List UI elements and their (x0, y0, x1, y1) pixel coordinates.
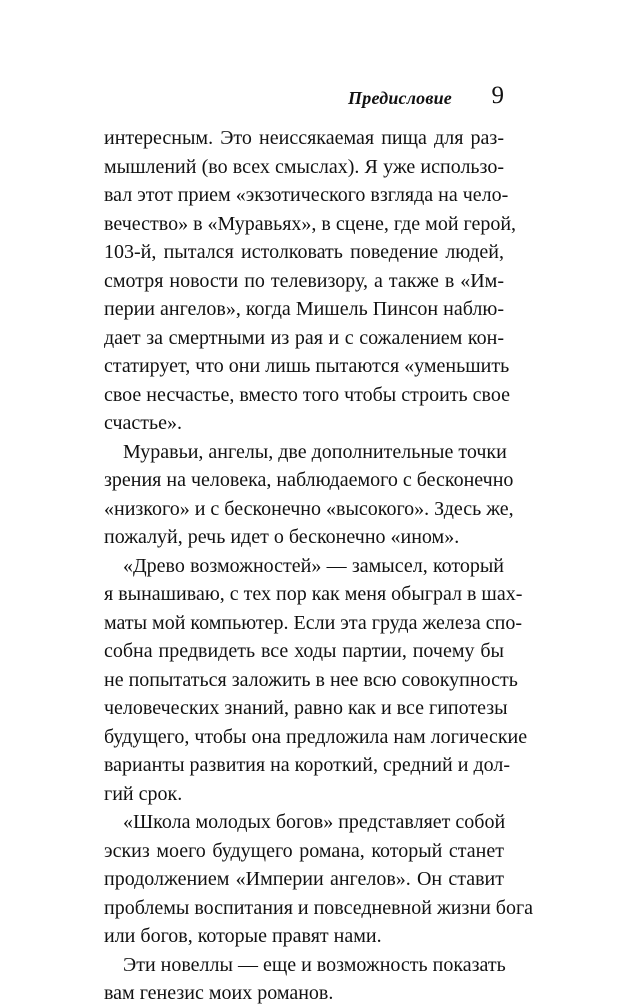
paragraph-1 (104, 124, 517, 438)
text-line: «низкого» и с бесконечно «высокого». Здесь же, (104, 497, 514, 520)
page-number: 9 (491, 82, 504, 109)
body-text (104, 124, 534, 1008)
text-line: пожалуй, речь идет о бесконечно «ином». (104, 526, 460, 548)
running-head (104, 82, 504, 112)
text-line: «Школа молодых богов» представляет собой (123, 811, 506, 833)
text-line: счастье». (104, 412, 183, 434)
text-line: проблемы воспитания и повседневной жизни бога (104, 896, 534, 919)
text-line: вечество» в «Муравьях», в сцене, где мой герой, (104, 212, 517, 235)
text-line: вам генезис моих романов. (104, 982, 334, 1004)
paragraph-4 (104, 808, 534, 951)
text-line: смотря новости по телевизору, а также в «Им- (104, 269, 504, 292)
text-line: зрения на человека, наблюдаемого с бесконечно (104, 469, 514, 491)
text-line: мышлений (во всех смыслах). Я уже использо- (104, 155, 504, 178)
text-line: не попытаться заложить в нее всю совокупность (104, 668, 518, 691)
text-line: эскиз моего будущего романа, который станет (104, 839, 504, 862)
text-line: свое несчастье, вместо того чтобы строить свое (104, 383, 510, 406)
paragraph-3 (104, 552, 528, 809)
text-line: продолжением «Империи ангелов». Он ставит (104, 868, 504, 890)
text-line: перии ангелов», когда Мишель Пинсон наблю- (104, 298, 504, 320)
paragraph-5 (104, 951, 504, 1008)
text-line: или богов, которые правят нами. (104, 925, 382, 947)
text-line: гий срок. (104, 782, 183, 805)
text-line: вал этот прием «экзотического взгляда на чело- (104, 184, 509, 206)
text-line: Эти новеллы — еще и возможность показать (123, 953, 506, 976)
text-line: маты мой компьютер. Если эта груда железа спо- (104, 611, 523, 634)
text-line: человеческих знаний, равно как и все гипотезы (104, 697, 508, 719)
text-line: варианты развития на короткий, средний и дол- (104, 754, 510, 776)
text-line: будущего, чтобы она предложила нам логические (104, 725, 528, 748)
text-line: собна предвидеть все ходы партии, почему бы (104, 640, 504, 662)
text-line: статирует, что они лишь пытаются «уменьшить (104, 355, 510, 377)
chapter-title: Предисловие (348, 88, 452, 108)
text-line: дает за смертными из рая и с сожалением кон- (104, 326, 504, 349)
text-line: 103-й, пытался истолковать поведение людей, (104, 241, 504, 263)
text-line: интересным. Это неиссякаемая пища для раз- (104, 127, 504, 149)
text-line: «Древо возможностей» — замысел, который (123, 554, 504, 577)
text-line: я вынашиваю, с тех пор как меня обыграл в шах- (104, 583, 523, 605)
paragraph-2 (104, 438, 514, 552)
text-line: Муравьи, ангелы, две дополнительные точки (123, 440, 507, 463)
